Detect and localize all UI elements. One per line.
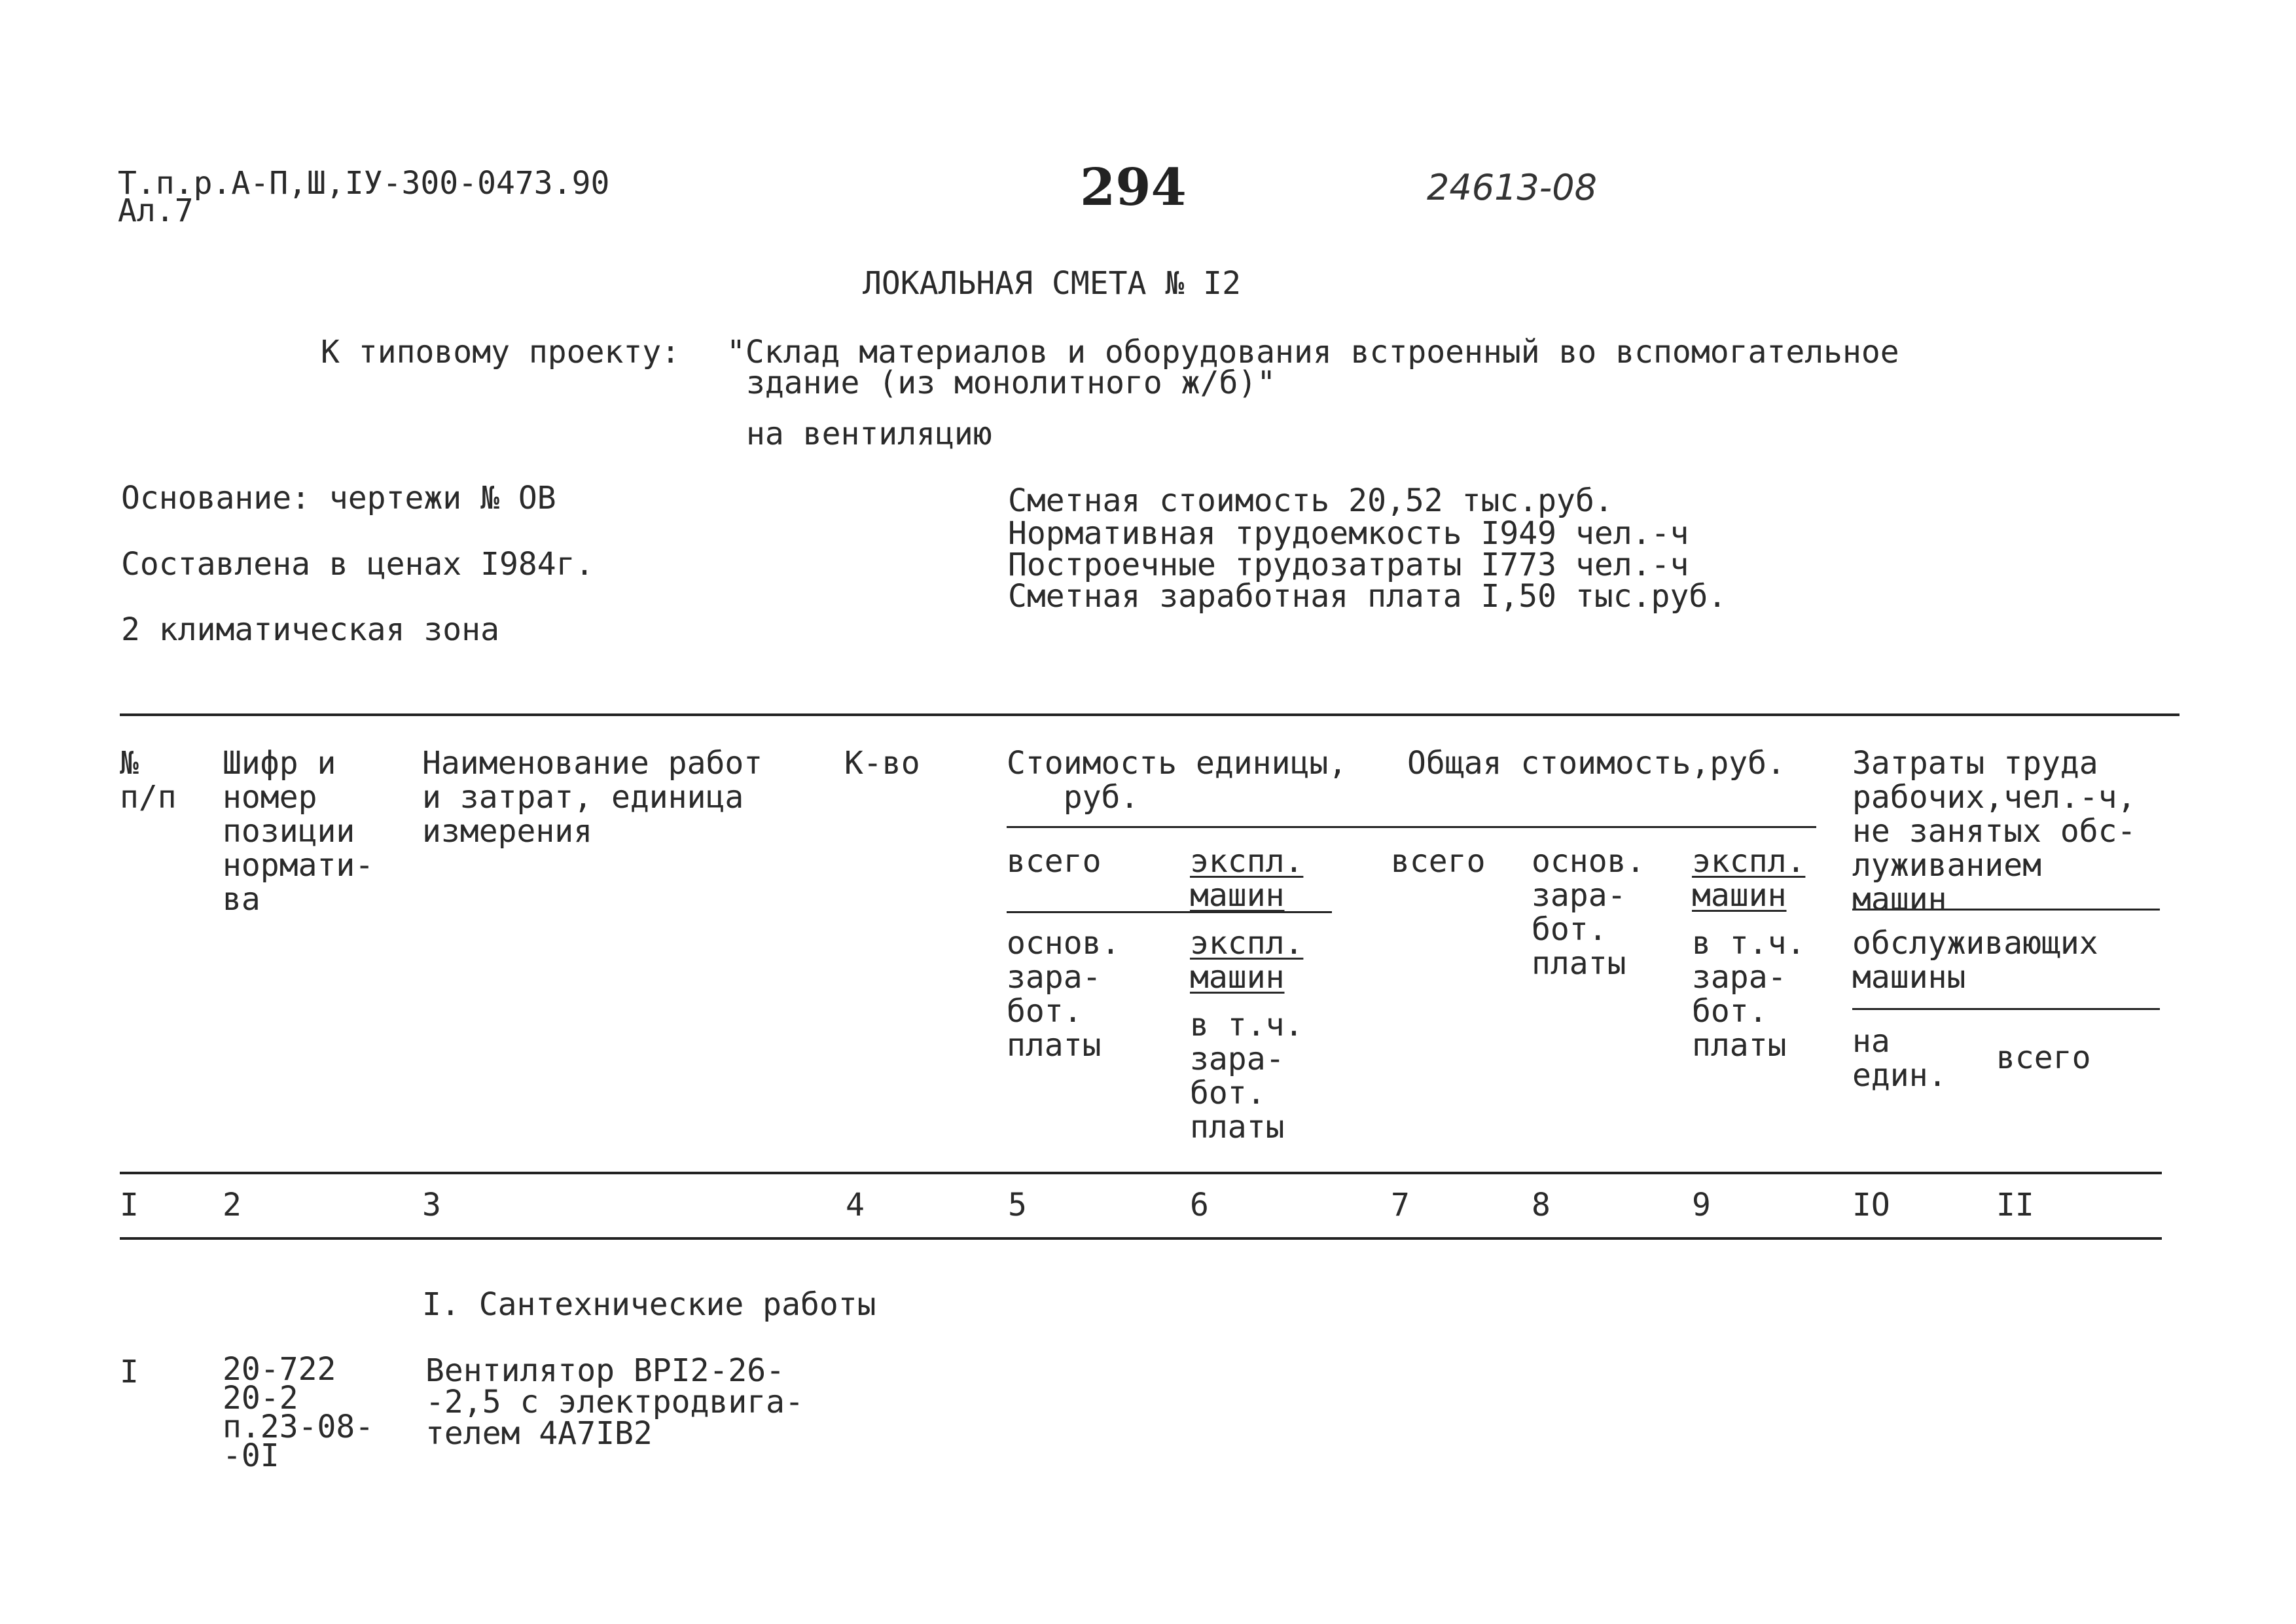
col-number: 5 <box>1008 1187 1027 1223</box>
row-number: I <box>120 1354 139 1390</box>
header-unit-mach: экспл. машин <box>1190 843 1304 914</box>
col-number: 6 <box>1190 1187 1209 1223</box>
header-labor-total: всего <box>1996 1039 2091 1076</box>
basis-drawings: Основание: чертежи № ОВ <box>121 480 556 516</box>
table-top-rule <box>120 713 2179 716</box>
col-number: 4 <box>846 1187 865 1223</box>
header-total-wages: основ. зара- бот. платы <box>1532 843 1645 982</box>
col-numbers-rule <box>120 1237 2162 1240</box>
col-number: 9 <box>1692 1187 1711 1223</box>
summary-labor-norm: Нормативная трудоемкость I949 чел.-ч <box>1008 515 1689 552</box>
summary-cost: Сметная стоимость 20,52 тыс.руб. <box>1008 482 1613 519</box>
project-name-line1: "Склад материалов и оборудования встроенный во вспомогательное <box>726 334 1899 370</box>
handwritten-number: 24613-08 <box>1427 167 1597 208</box>
header-total-all: всего <box>1391 843 1486 880</box>
project-purpose: на вентиляцию <box>746 416 992 452</box>
header-labor-serv: обслуживающих машины <box>1852 925 2098 996</box>
header-unit-mach2: экспл. машин <box>1190 925 1304 996</box>
col-number: 7 <box>1391 1187 1410 1223</box>
project-name-line2: здание (из монолитного ж/б)" <box>746 365 1276 401</box>
document-code: Т.п.р.А-П,Ш,IУ-300-0473.90 <box>118 165 610 202</box>
project-prefix: К типовому проекту: <box>321 334 681 370</box>
header-bottom-rule <box>120 1172 2162 1174</box>
summary-wages: Сметная заработная плата I,50 тыс.руб. <box>1008 578 1727 615</box>
col-number: 8 <box>1532 1187 1551 1223</box>
header-unit-cost: Стоимость единицы, руб. <box>1007 745 1348 816</box>
header-name: Наименование работ и затрат, единица измерения <box>422 745 763 850</box>
basis-prices: Составлена в ценах I984г. <box>121 546 594 583</box>
col-number: 2 <box>223 1187 242 1223</box>
row-name: Вентилятор ВРI2-26- -2,5 с электродвига- телем 4А7IВ2 <box>425 1352 804 1452</box>
col-number: II <box>1996 1187 2034 1223</box>
header-labor-unit: на един. <box>1852 1023 1947 1094</box>
header-labor: Затраты труда рабочих,чел.-ч, не занятых обс- луживанием машин <box>1852 745 2136 918</box>
album-number: Ал.7 <box>118 192 194 229</box>
header-unit-wages: основ. зара- бот. платы <box>1007 925 1121 1064</box>
page-title: ЛОКАЛЬНАЯ СМЕТА № I2 <box>863 265 1241 302</box>
col-number: IO <box>1852 1187 1890 1223</box>
row-code: 20-722 20-2 п.23-08- -0I <box>223 1351 374 1474</box>
col-number: 3 <box>422 1187 441 1223</box>
header-total-cost: Общая стоимость,руб. <box>1407 745 1785 782</box>
header-total-mach-wages: в т.ч. зара- бот. платы <box>1692 925 1806 1064</box>
cost-header-rule <box>1007 826 1816 828</box>
header-code: Шифр и номер позиции нормати- ва <box>223 745 374 918</box>
section-title: I. Сантехнические работы <box>422 1286 876 1323</box>
header-unit-mach-wages: в т.ч. зара- бот. платы <box>1190 1007 1304 1146</box>
col-number: I <box>120 1187 139 1223</box>
climate-zone: 2 климатическая зона <box>121 611 499 648</box>
page-number: 294 <box>1080 158 1187 217</box>
labor-serv-rule <box>1852 1008 2160 1010</box>
header-total-mach: экспл. машин <box>1692 843 1806 914</box>
header-unit-total: всего <box>1007 843 1102 880</box>
header-num: № п/п <box>120 745 177 816</box>
summary-labor-site: Построечные трудозатраты I773 чел.-ч <box>1008 547 1689 583</box>
header-qty: К-во <box>844 745 920 782</box>
